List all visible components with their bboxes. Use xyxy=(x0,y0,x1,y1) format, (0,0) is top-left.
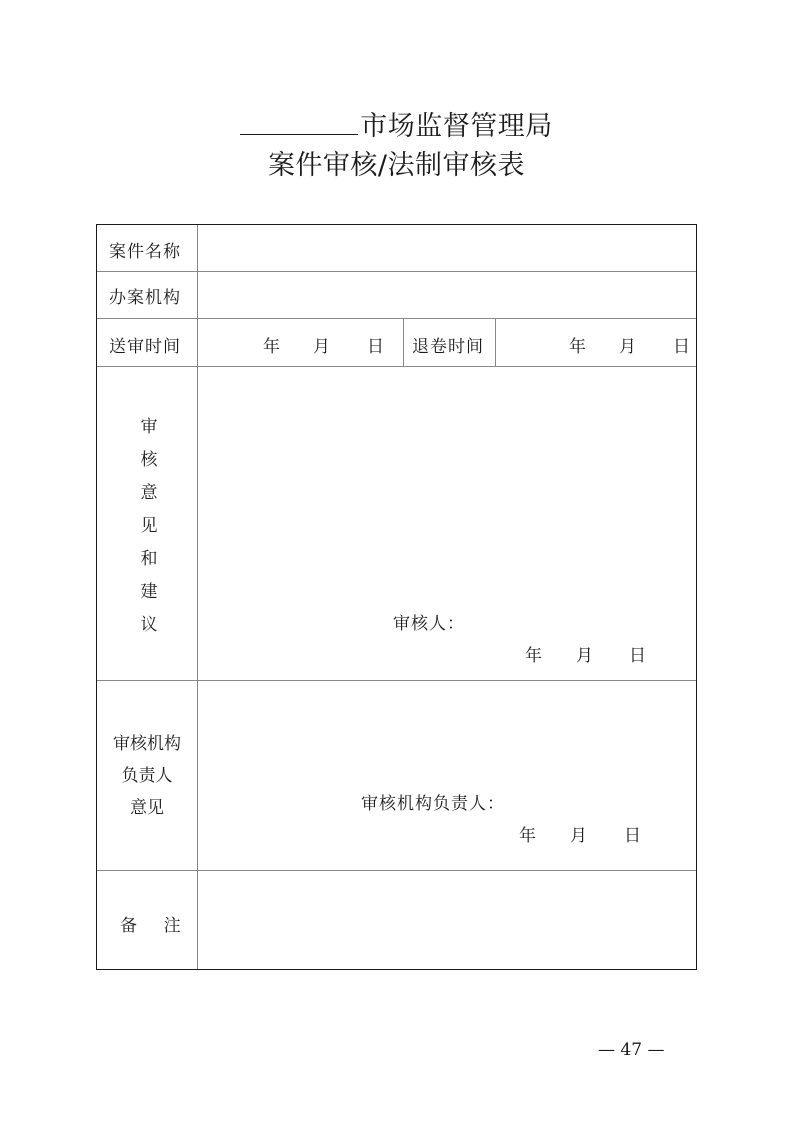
label-char: 见 xyxy=(140,516,158,536)
label-char: 建 xyxy=(140,582,158,602)
year-text: 年 xyxy=(263,337,280,357)
row-divider xyxy=(97,318,696,319)
remarks-field[interactable] xyxy=(199,872,694,967)
title-line-1 xyxy=(0,104,793,147)
row-divider xyxy=(97,271,696,272)
month-text: 月 xyxy=(619,337,636,357)
org-head-sign-label: 审核机构负责人： xyxy=(361,794,505,814)
case-name-label: 案件名称 xyxy=(109,242,181,262)
row-divider xyxy=(97,680,696,681)
row-divider xyxy=(97,870,696,871)
label-line: 审核机构 xyxy=(113,734,181,754)
org-head-opinion-label xyxy=(97,728,197,824)
label-char: 议 xyxy=(140,615,158,635)
row-divider xyxy=(97,366,696,367)
label-char: 和 xyxy=(140,549,158,569)
return-time-label: 退卷时间 xyxy=(412,337,484,357)
label-char: 意 xyxy=(140,483,158,503)
reviewer-label: 审核人： xyxy=(393,614,465,634)
label-line: 负责人 xyxy=(121,766,173,786)
date-cell-divider xyxy=(403,318,404,366)
handling-org-label: 办案机构 xyxy=(109,288,181,308)
month-text: 月 xyxy=(570,826,587,846)
label-char: 核 xyxy=(140,450,158,470)
day-text: 日 xyxy=(629,646,646,666)
month-text: 月 xyxy=(313,337,330,357)
day-text: 日 xyxy=(673,337,690,357)
send-time-label: 送审时间 xyxy=(109,337,181,357)
year-text: 年 xyxy=(519,826,536,846)
title-line-1-text: 市场监督管理局 xyxy=(360,111,553,142)
day-text: 日 xyxy=(624,826,641,846)
month-text: 月 xyxy=(576,646,593,666)
date-cell-divider xyxy=(495,318,496,366)
label-char: 审 xyxy=(140,417,158,437)
day-text: 日 xyxy=(367,337,384,357)
label-column-divider xyxy=(197,225,198,969)
remarks-label: 备 注 xyxy=(120,916,182,936)
page-number: — 47 — xyxy=(598,1040,665,1060)
title-line-2: 案件审核/法制审核表 xyxy=(267,150,526,181)
handling-org-field[interactable] xyxy=(199,273,694,316)
year-text: 年 xyxy=(525,646,542,666)
review-form-table xyxy=(96,224,697,970)
org-head-opinion-field[interactable] xyxy=(199,682,694,868)
review-opinion-label xyxy=(137,411,161,642)
agency-name-blank[interactable] xyxy=(240,104,358,135)
year-text: 年 xyxy=(569,337,586,357)
case-name-field[interactable] xyxy=(199,227,694,269)
label-line: 意见 xyxy=(130,798,164,818)
